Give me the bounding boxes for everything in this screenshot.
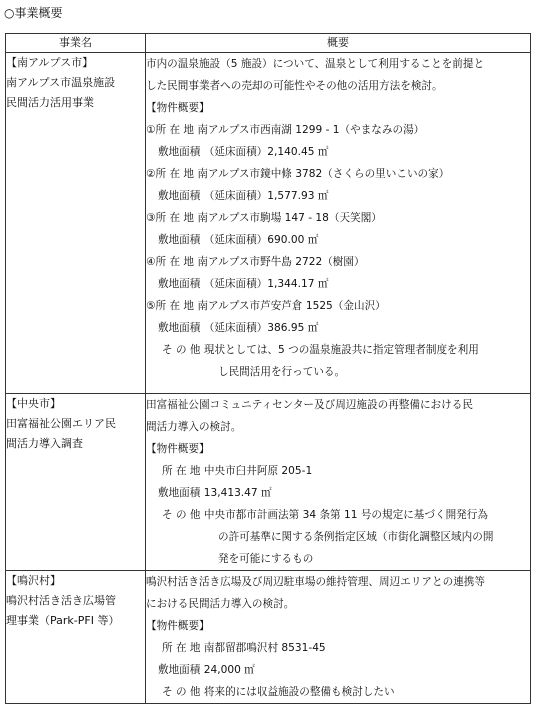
project-name-cell	[6, 571, 146, 704]
properties-heading: 【物件概要】	[146, 102, 210, 114]
facility-location: ③所 在 地 南アルプス市駒場 147 - 18（天笑閣）	[146, 212, 382, 224]
intro-line: した民間事業者への売却の可能性やその他の活用方法を検討。	[146, 80, 443, 92]
facility-area: 敷地面積 （延床面積）2,140.45 ㎡	[158, 146, 329, 158]
other-line-cont: 発を可能にするもの	[218, 553, 314, 565]
other-line: そ の 他 中央市都市計画法第 34 条第 11 号の規定に基づく開発行為	[162, 509, 488, 521]
area-line: 敷地面積 24,000 ㎡	[158, 664, 255, 676]
municipality-label: 【南アルプス市】	[6, 56, 94, 69]
facility-area: 敷地面積 （延床面積）1,344.17 ㎡	[158, 278, 329, 290]
facility-location: ①所 在 地 南アルプス市西南湖 1299 - 1（やまなみの湯）	[146, 124, 425, 136]
facility-location: ④所 在 地 南アルプス市野牛島 2722（樹園）	[146, 256, 365, 268]
other-line: そ の 他 将来的には収益施設の整備も検討したい	[162, 686, 395, 698]
project-name-line: 鳴沢村活き活き広場管	[6, 594, 116, 607]
facility-location: ②所 在 地 南アルプス市鏡中條 3782（さくらの里いこいの家）	[146, 168, 450, 180]
project-summary-cell	[146, 394, 531, 571]
intro-line: 鳴沢村活き活き広場及び周辺駐車場の維持管理、周辺エリアとの連携等	[146, 576, 485, 588]
location-line: 所 在 地 中央市臼井阿原 205-1	[162, 465, 313, 477]
project-name-line: 田富福祉公園エリア民	[6, 417, 116, 430]
project-summary-cell	[146, 53, 531, 394]
table-row	[6, 571, 531, 704]
project-name-line: 間活力導入調査	[6, 437, 83, 450]
other-line-cont: し民間活用を行っている。	[218, 366, 346, 378]
municipality-label: 【鳴沢村】	[6, 574, 61, 587]
municipality-label: 【中央市】	[6, 397, 61, 410]
table-row	[6, 394, 531, 571]
project-name-cell	[6, 394, 146, 571]
properties-heading: 【物件概要】	[146, 620, 210, 632]
facility-area: 敷地面積 （延床面積）1,577.93 ㎡	[158, 190, 329, 202]
header-project-name: 事業名	[6, 34, 146, 53]
project-name-line: 南アルプス市温泉施設	[6, 76, 116, 89]
properties-heading: 【物件概要】	[146, 443, 210, 455]
location-line: 所 在 地 南都留郡鳴沢村 8531-45	[162, 642, 326, 654]
intro-line: における民間活力導入の検討。	[146, 598, 295, 610]
facility-area: 敷地面積 （延床面積）690.00 ㎡	[158, 234, 319, 246]
intro-line: 市内の温泉施設（5 施設）について、温泉として利用することを前提と	[146, 58, 485, 70]
intro-line: 間活力導入の検討。	[146, 421, 242, 433]
project-summary-table	[5, 33, 531, 704]
table-header-row	[6, 34, 531, 53]
facility-area: 敷地面積 （延床面積）386.95 ㎡	[158, 322, 319, 334]
project-summary-cell	[146, 571, 531, 704]
project-name-cell	[6, 53, 146, 394]
table-row	[6, 53, 531, 394]
intro-line: 田富福祉公園コミュニティセンター及び周辺施設の再整備における民	[146, 399, 473, 411]
other-line: そ の 他 現状としては、5 つの温泉施設共に指定管理者制度を利用	[162, 344, 479, 356]
other-line-cont: の許可基準に関する条例指定区域（市街化調整区域内の開	[218, 531, 494, 543]
area-line: 敷地面積 13,413.47 ㎡	[158, 487, 272, 499]
project-name-line: 理事業（Park-PFI 等）	[6, 614, 120, 627]
facility-location: ⑤所 在 地 南アルプス市芦安芦倉 1525（金山沢）	[146, 300, 386, 312]
project-name-line: 民間活力活用事業	[6, 96, 94, 109]
page-title: ○事業概要	[4, 6, 63, 20]
header-summary: 概要	[146, 34, 531, 53]
